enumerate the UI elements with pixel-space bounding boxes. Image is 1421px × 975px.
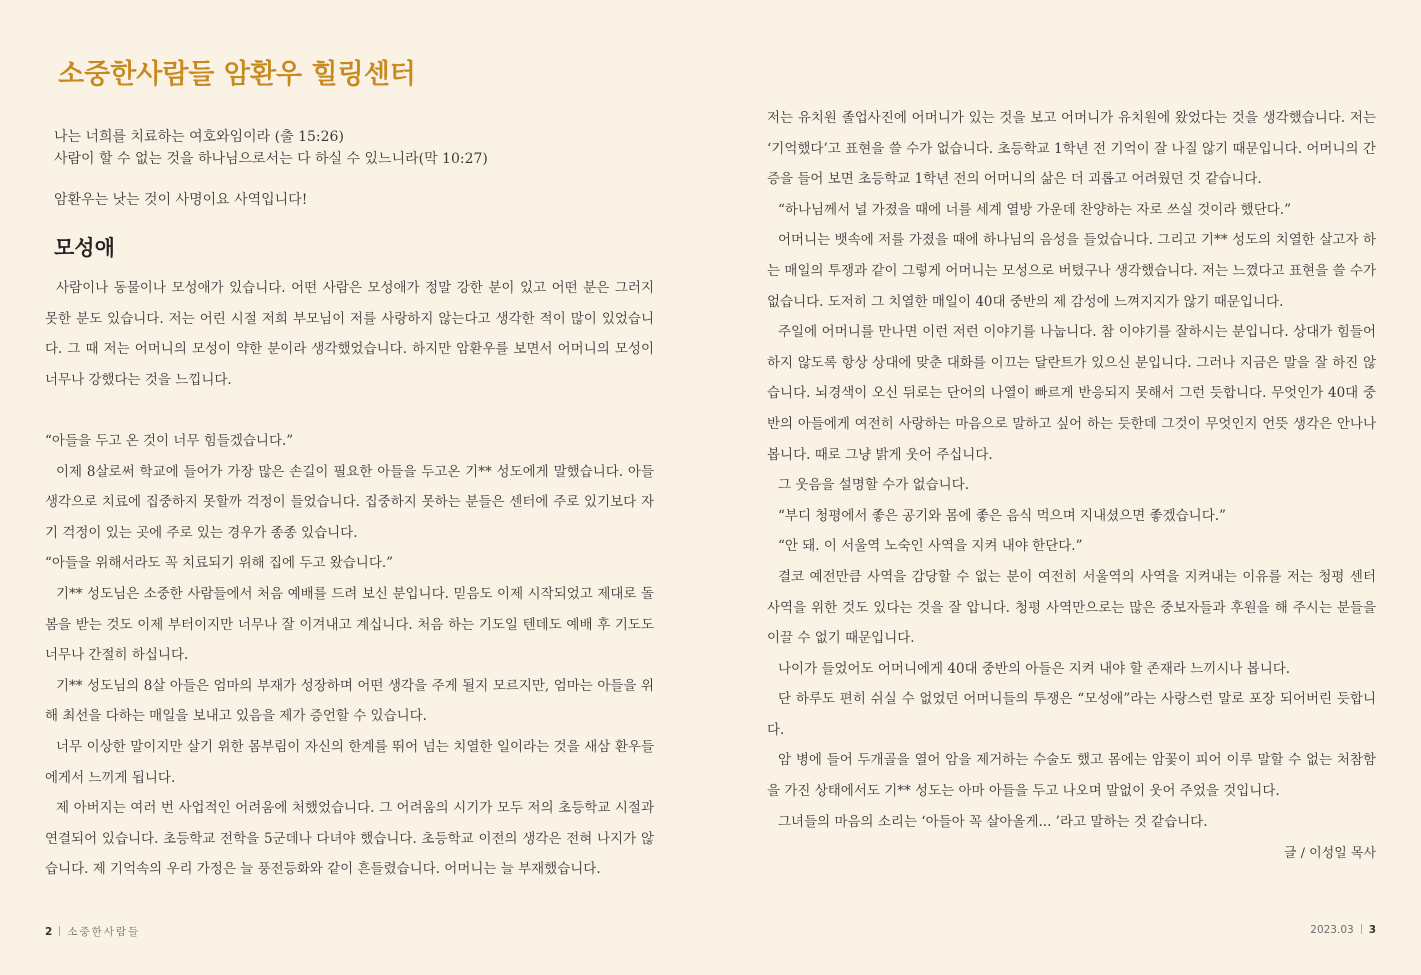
paragraph: 사람이나 동물이나 모성애가 있습니다. 어떤 사람은 모성애가 정말 강한 분이 있고 어떤 분은 그러지 못한 분도 있습니다. 저는 어린 시절 저희 부모님이 저를 사랑하지 않는다고 생각한 적이 많이 있었습니다. 그 때 저는 어머니의 모성이 약한 분이라 생각했었습니다. 하지만 암환우를 보면서 어머니의 모성이 너무나 강했다는 것을 느낍니다. <box>45 280 654 388</box>
paragraph: 너무 이상한 말이지만 살기 위한 몸부림이 자신의 한계를 뛰어 넘는 치열한 일이라는 것을 새삼 환우들에게서 느끼게 됩니다. <box>45 738 654 786</box>
paragraph: 결코 예전만큼 사역을 감당할 수 없는 분이 여전히 서울역의 사역을 지켜내는 이유를 저는 청평 센터 사역을 위한 것도 있다는 것을 잘 압니다. 청평 사역만으로는 많은 중보자들과 후원을 해 주시는 분들을 이끌 수 없기 때문입니다. <box>767 568 1376 647</box>
author-credit: 글 / 이성일 목사 <box>1283 846 1376 861</box>
paragraph: 암 병에 들어 두개골을 열어 암을 제거하는 수술도 했고 몸에는 암꽃이 피어 이루 말할 수 없는 처참함을 가진 상태에서도 기** 성도는 아마 아들을 두고 나오며 말없이 웃어 주었을 것입니다. <box>767 752 1376 800</box>
bible-verses <box>54 126 488 170</box>
paragraph: 그 웃음을 설명할 수가 없습니다. <box>778 477 969 494</box>
page-number: 2 <box>45 926 53 938</box>
left-article-body <box>45 273 654 885</box>
paragraph: 그녀들의 마음의 소리는 ‘아들아 꼭 살아올게... ’라고 말하는 것 같습니다. <box>778 813 1208 830</box>
paragraph: 나이가 들었어도 어머니에게 40대 중반의 아들은 지켜 내야 할 존재라 느끼시나 봅니다. <box>778 660 1291 677</box>
footer-left <box>45 924 140 939</box>
mission-statement: 암환우는 낫는 것이 사명이요 사역입니다! <box>54 192 308 208</box>
paragraph: 주일에 어머니를 만나면 이런 저런 이야기를 나눕니다. 참 이야기를 잘하시는 분입니다. 상대가 힘들어 하지 않도록 항상 상대에 맞춘 대화를 이끄는 달란트가 있으신 분입니다. 그러나 지금은 말을 잘 하진 않습니다. 뇌경색이 오신 뒤로는 단어의 나열이 빠르게 반응되지 못해서 그런 듯합니다. 무엇인가 40대 중반의 아들에게 여전히 사랑하는 마음으로 말하고 싶어 하는 듯한데 그것이 무엇인지 언뜻 생각은 안나나 봅니다. 때로 그냥 밝게 웃어 주십니다. <box>767 324 1376 463</box>
paragraph: 기** 성도님의 8살 아들은 엄마의 부재가 성장하며 어떤 생각을 주게 될지 모르지만, 엄마는 아들을 위해 최선을 다하는 매일을 보내고 있음을 제가 증언할 수 있습니다. <box>45 677 654 725</box>
paragraph: “하나님께서 널 가졌을 때에 너를 세계 열방 가운데 찬양하는 자로 쓰실 것이라 했단다.” <box>778 201 1291 218</box>
paragraph: “안 돼. 이 서울역 노숙인 사역을 지켜 내야 한단다.” <box>778 538 1083 555</box>
paragraph: 이제 8살로써 학교에 들어가 가장 많은 손길이 필요한 아들을 두고온 기** 성도에게 말했습니다. 아들 생각으로 치료에 집중하지 못할까 걱정이 들었습니다. 집중하지 못하는 분들은 센터에 주로 있기보다 자기 걱정이 있는 곳에 주로 있는 경우가 종종 있습니다. <box>45 463 654 541</box>
magazine-name: 소중한사람들 <box>67 926 141 938</box>
issue-date: 2023.03 <box>1310 924 1354 936</box>
right-article-body <box>767 103 1376 837</box>
paragraph: 어머니는 뱃속에 저를 가졌을 때에 하나님의 음성을 들었습니다. 그리고 기** 성도의 치열한 살고자 하는 매일의 투쟁과 같이 그렇게 어머니는 모성으로 버텼구나 생각했습니다. 저는 느꼈다고 표현을 쓸 수가 없습니다. 도저히 그 치열한 매일이 40대 중반의 제 감성에 느껴지지가 않기 때문입니다. <box>767 232 1376 310</box>
paragraph: “아들을 위해서라도 꼭 치료되기 위해 집에 두고 왔습니다.” <box>45 555 394 572</box>
paragraph: 단 하루도 편히 쉬실 수 없었던 어머니들의 투쟁은 “모성애”라는 사랑스런 말로 포장 되어버린 듯합니다. <box>767 691 1376 738</box>
paragraph-spacer <box>45 395 654 426</box>
article-heading: 모성애 <box>54 235 115 260</box>
paragraph: 저는 유치원 졸업사진에 어머니가 있는 것을 보고 어머니가 유치원에 왔었다는 것을 생각했습니다. 저는 ‘기억했다’고 표현을 쓸 수가 없습니다. 초등학교 1학년 전 기억이 잘 나질 않기 때문입니다. 어머니의 간증을 들어 보면 초등학교 1학년 전의 어머니의 삶은 더 괴롭고 어려웠던 것 같습니다. <box>767 110 1376 188</box>
verse-line: 사람이 할 수 없는 것을 하나님으로서는 다 하실 수 있느니라(막 10:27) <box>54 151 488 167</box>
page-number: 3 <box>1368 924 1376 936</box>
verse-line: 나는 너희를 치료하는 여호와임이라 (출 15:26) <box>54 129 344 145</box>
page-title: 소중한사람들 암환우 힐링센터 <box>58 59 416 90</box>
paragraph: 기** 성도님은 소중한 사람들에서 처음 예배를 드려 보신 분입니다. 믿음도 이제 시작되었고 제대로 돌봄을 받는 것도 이제 부터이지만 너무나 잘 이겨내고 계십니다. 처음 하는 기도일 텐데도 예배 후 기도도 너무나 간절히 하십니다. <box>45 585 654 664</box>
right-page <box>711 0 1421 975</box>
footer-right <box>1310 924 1376 936</box>
footer-divider <box>1361 924 1362 934</box>
paragraph: “아들을 두고 온 것이 너무 힘들겠습니다.” <box>45 432 294 449</box>
paragraph: 제 아버지는 여러 번 사업적인 어려움에 처했었습니다. 그 어려움의 시기가 모두 저의 초등학교 시절과 연결되어 있습니다. 초등학교 전학을 5군데나 다녀야 했습니다. 초등학교 이전의 생각은 전혀 나지가 않습니다. 제 기억속의 우리 가정은 늘 풍전등화와 같이 흔들렸습니다. 어머니는 늘 부재했습니다. <box>45 800 654 878</box>
left-page <box>0 0 710 975</box>
paragraph: “부디 청평에서 좋은 공기와 몸에 좋은 음식 먹으며 지내셨으면 좋겠습니다.” <box>778 507 1226 524</box>
footer-divider <box>59 926 60 936</box>
